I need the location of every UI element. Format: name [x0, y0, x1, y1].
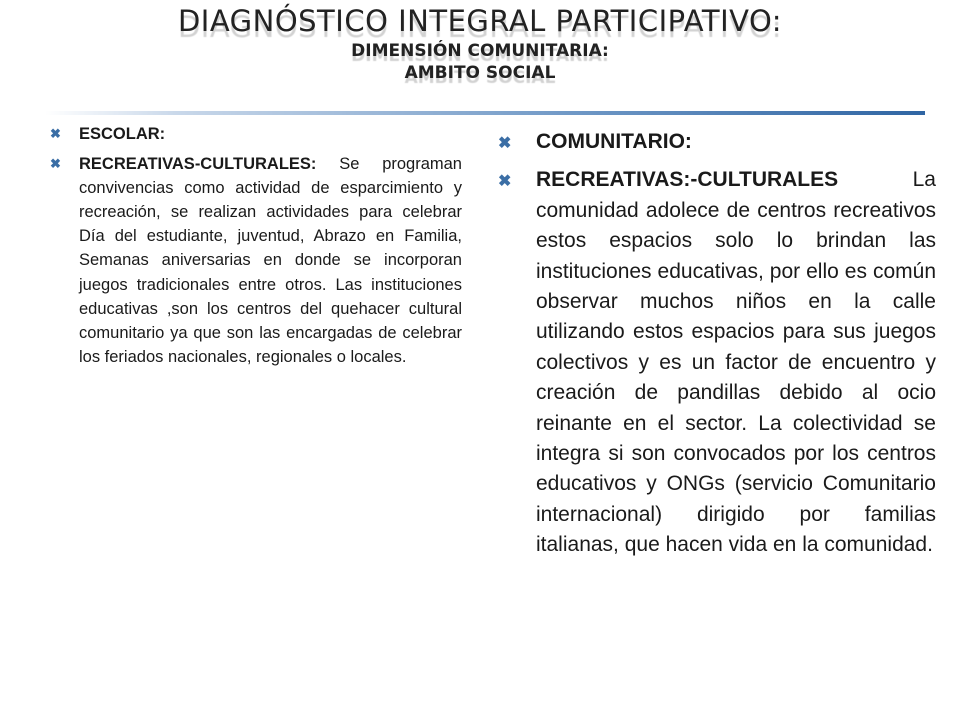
right-column: [498, 127, 936, 569]
item-heading: RECREATIVAS:-CULTURALES: [536, 168, 839, 192]
title-line-3: AMBITO SOCIAL: [404, 63, 556, 83]
item-heading: ESCOLAR:: [79, 125, 166, 143]
left-bullet-list: [50, 122, 462, 369]
item-heading: RECREATIVAS-CULTURALES:: [79, 155, 317, 174]
title-line-1: DIAGNÓSTICO INTEGRAL PARTICIPATIVO:: [177, 4, 783, 38]
slide-title: [0, 2, 960, 84]
left-column: [50, 122, 462, 375]
item-text: La comunidad adolece de centros recreativos estos espacios solo lo brindan las instituciones educativas, por ello es común observar muchos niños en la calle utilizando estos espacios para sus juegos colectivos y es un factor de encuentro y creación de pandillas debido al ocio reinante en el sector. La colectividad se integra si son convocados por los centros educativos y ONGs (servicio Comunitario internacional) dirigido por familias italianas, que hacen vida en la comunidad.: [536, 168, 936, 557]
x-mark-icon: ✖: [50, 126, 61, 141]
title-divider: [45, 111, 925, 115]
list-item: [50, 122, 462, 146]
right-bullet-list: [498, 127, 936, 561]
list-item: [498, 127, 936, 157]
list-item: [498, 165, 936, 560]
item-text: Se programan convivencias como actividad de esparcimiento y recreación, se realizan actividades para celebrar Día del estudiante, juventud, Abrazo en Familia, Semanas aniversarias en donde se incorporan juegos tradicionales entre otros. Las instituciones educativas ,son los centros del quehacer cultural comunitario ya que son las encargadas de celebrar los feriados nacionales, regionales o locales.: [79, 155, 462, 366]
item-heading: COMUNITARIO:: [536, 130, 692, 153]
x-mark-icon: ✖: [498, 173, 512, 191]
x-mark-icon: ✖: [50, 156, 61, 172]
title-line-2: DIMENSIÓN COMUNITARIA:: [351, 41, 609, 61]
list-item: [50, 152, 462, 369]
x-mark-icon: ✖: [498, 135, 512, 152]
